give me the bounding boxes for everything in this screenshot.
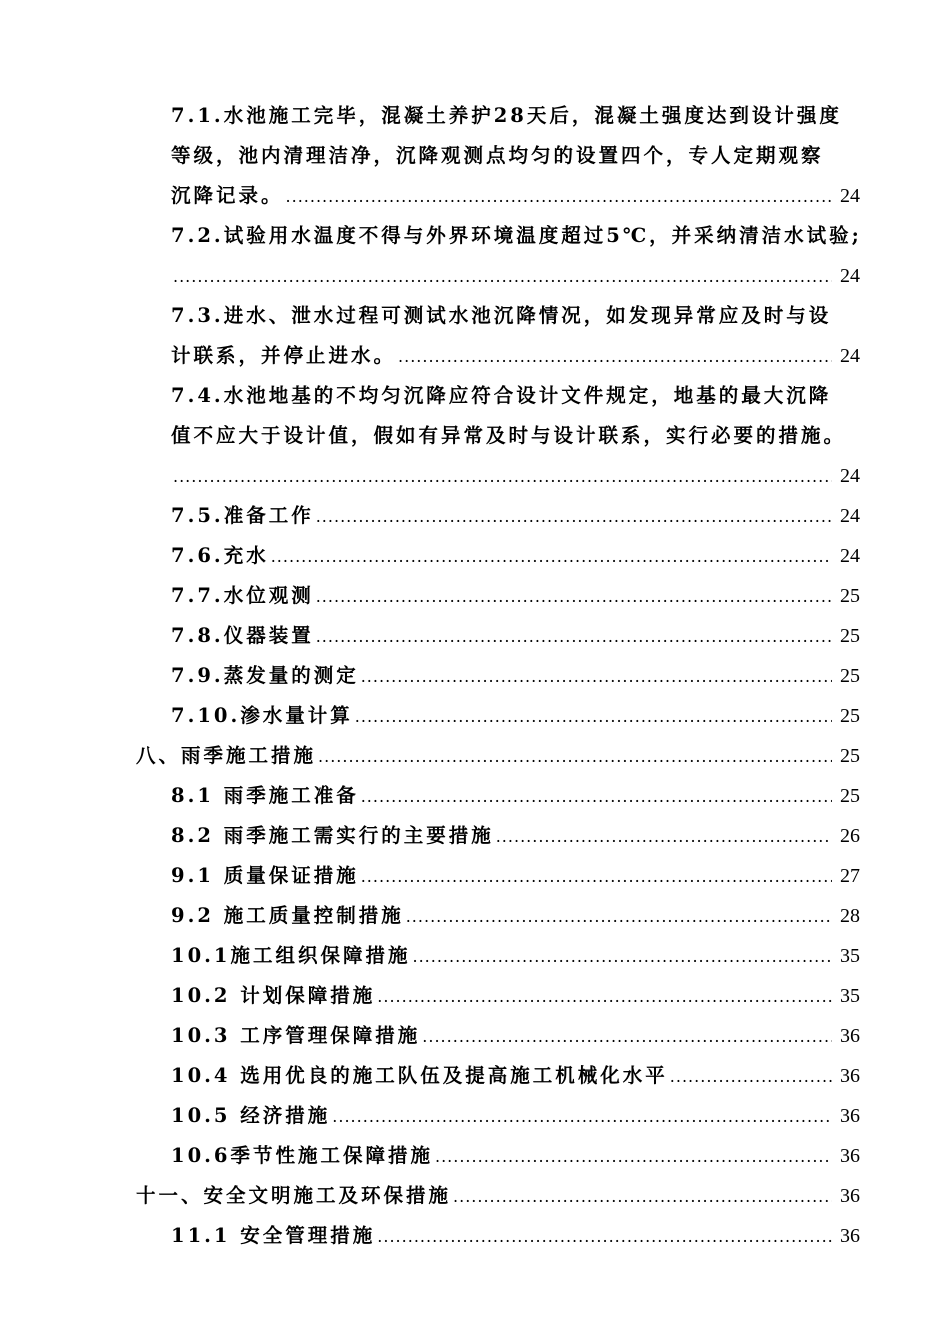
toc-entry[interactable] <box>0 856 950 896</box>
toc-entry[interactable] <box>0 1136 950 1176</box>
toc-entry-title: 7.7.水位观测 <box>171 584 314 607</box>
toc-entry-title: 7.10.渗水量计算 <box>171 704 353 727</box>
toc-page-number: 36 <box>840 1185 860 1207</box>
toc-entry[interactable] <box>0 736 950 776</box>
toc-entry-title: 11.1 安全管理措施 <box>171 1224 376 1247</box>
toc-leader-dots <box>316 577 832 617</box>
toc-entry-row <box>171 1136 950 1177</box>
toc-entry-title: 9.1 质量保证措施 <box>171 864 359 887</box>
toc-entry[interactable] <box>0 176 950 216</box>
toc-leader-dots <box>332 1097 832 1137</box>
toc-line <box>0 96 950 136</box>
toc-entry-title: 计联系，并停止进水。 <box>171 344 397 367</box>
toc-entry-row <box>171 456 950 497</box>
toc-entry[interactable] <box>0 456 950 496</box>
toc-leader-dots <box>398 337 832 377</box>
toc-leader-dots <box>377 1217 832 1257</box>
toc-entry-row <box>171 1216 950 1257</box>
toc-page-number: 24 <box>840 185 860 207</box>
toc-entry-row <box>171 656 950 697</box>
toc-leader-dots <box>361 657 832 697</box>
toc-leader-dots <box>355 697 832 737</box>
toc-entry-title: 10.4 选用优良的施工队伍及提高施工机械化水平 <box>171 1064 668 1087</box>
toc-entry[interactable] <box>0 536 950 576</box>
toc-entry[interactable] <box>0 976 950 1016</box>
toc-line <box>0 376 950 416</box>
toc-entry-title: 10.2 计划保障措施 <box>171 984 376 1007</box>
toc-leader-dots <box>413 937 833 977</box>
toc-leader-dots <box>406 897 832 937</box>
toc-entry[interactable] <box>0 576 950 616</box>
toc-entry-row <box>171 256 950 297</box>
toc-leader-dots <box>316 617 832 657</box>
toc-entry-row <box>171 1016 950 1057</box>
toc-entry-row <box>171 976 950 1017</box>
toc-page-number: 24 <box>840 505 860 527</box>
toc-entry[interactable] <box>0 1216 950 1256</box>
toc-page-number: 35 <box>840 945 860 967</box>
toc-entry[interactable] <box>0 1096 950 1136</box>
toc-page-number: 24 <box>840 265 860 287</box>
toc-page-number: 26 <box>840 825 860 847</box>
toc-line <box>0 416 950 456</box>
toc-entry-title: 沉降记录。 <box>171 184 284 207</box>
toc-entry-row <box>171 496 950 537</box>
toc-entry[interactable] <box>0 1016 950 1056</box>
toc-entry-title: 7.6.充水 <box>171 544 269 567</box>
toc-leader-dots <box>173 257 832 297</box>
toc-text: 7.3.进水、泄水过程可测试水池沉降情况，如发现异常应及时与设 <box>171 304 832 327</box>
toc-page-number: 24 <box>840 465 860 487</box>
toc-entry-title: 7.8.仪器装置 <box>171 624 314 647</box>
toc-entry[interactable] <box>0 936 950 976</box>
toc-leader-dots <box>271 537 832 577</box>
toc-entry[interactable] <box>0 496 950 536</box>
toc-entry-title: 八、雨季施工措施 <box>136 744 317 767</box>
toc-page-number: 28 <box>840 905 860 927</box>
toc-leader-dots <box>496 817 832 857</box>
toc-page-number: 25 <box>840 625 860 647</box>
toc-page-number: 36 <box>840 1225 860 1247</box>
toc-page-number: 36 <box>840 1025 860 1047</box>
toc-page-number: 25 <box>840 665 860 687</box>
toc-page-number: 24 <box>840 345 860 367</box>
toc-entry[interactable] <box>0 256 950 296</box>
toc-entry-row <box>171 936 950 977</box>
toc-entry[interactable] <box>0 336 950 376</box>
toc-page-number: 36 <box>840 1105 860 1127</box>
toc-entry[interactable] <box>0 616 950 656</box>
toc-entry-row <box>171 896 950 937</box>
toc-leader-dots <box>377 977 832 1017</box>
toc-entry[interactable] <box>0 696 950 736</box>
toc-entry-row <box>171 616 950 657</box>
toc-entry-row <box>171 176 950 217</box>
toc-line <box>0 296 950 336</box>
toc-line <box>0 216 950 256</box>
toc-page-number: 25 <box>840 705 860 727</box>
toc-leader-dots <box>361 857 832 897</box>
toc-entry-row <box>136 1176 950 1217</box>
toc-leader-dots <box>318 737 832 777</box>
toc-entry[interactable] <box>0 776 950 816</box>
toc-entry-title: 7.5.准备工作 <box>171 504 314 527</box>
toc-entry-row <box>171 1096 950 1137</box>
toc-entry-row <box>171 536 950 577</box>
toc-entry[interactable] <box>0 1056 950 1096</box>
toc-entry-title: 8.1 雨季施工准备 <box>171 784 359 807</box>
toc-page-number: 25 <box>840 785 860 807</box>
toc-leader-dots <box>453 1177 832 1217</box>
toc-text: 7.4.水池地基的不均匀沉降应符合设计文件规定，地基的最大沉降 <box>171 384 832 407</box>
toc-text: 7.1.水池施工完毕，混凝土养护28天后，混凝土强度达到设计强度 <box>171 104 842 127</box>
toc-text: 值不应大于设计值，假如有异常及时与设计联系，实行必要的措施。 <box>171 424 847 447</box>
toc-entry-title: 10.1施工组织保障措施 <box>171 944 411 967</box>
toc-entry-row <box>171 336 950 377</box>
toc-leader-dots <box>286 177 832 217</box>
toc-entry-row <box>171 576 950 617</box>
toc-leader-dots <box>173 457 832 497</box>
toc-entry-title: 8.2 雨季施工需实行的主要措施 <box>171 824 494 847</box>
toc-leader-dots <box>316 497 832 537</box>
toc-leader-dots <box>670 1057 832 1097</box>
toc-text: 等级，池内清理洁净，沉降观测点均匀的设置四个，专人定期观察 <box>171 144 824 167</box>
toc-entry-row <box>171 856 950 897</box>
toc-entry-row <box>136 736 950 777</box>
toc-page-number: 36 <box>840 1145 860 1167</box>
toc-leader-dots <box>361 777 832 817</box>
toc-text: 7.2.试验用水温度不得与外界环境温度超过5℃，并采纳清洁水试验; <box>171 224 862 247</box>
toc-page-number: 36 <box>840 1065 860 1087</box>
toc-entry-title: 10.5 经济措施 <box>171 1104 331 1127</box>
toc-entry[interactable] <box>0 1176 950 1216</box>
toc-entry-title: 7.9.蒸发量的测定 <box>171 664 359 687</box>
toc-page-number: 27 <box>840 865 860 887</box>
toc-page-number: 24 <box>840 545 860 567</box>
table-of-contents <box>0 96 950 1256</box>
toc-page-number: 35 <box>840 985 860 1007</box>
toc-entry-row <box>171 696 950 737</box>
toc-leader-dots <box>422 1017 832 1057</box>
toc-entry-title: 10.3 工序管理保障措施 <box>171 1024 421 1047</box>
toc-entry-title: 十一、安全文明施工及环保措施 <box>136 1184 452 1207</box>
toc-entry-row <box>171 816 950 857</box>
toc-page-number: 25 <box>840 585 860 607</box>
toc-leader-dots <box>435 1137 832 1177</box>
toc-entry-row <box>171 1056 950 1097</box>
toc-entry[interactable] <box>0 896 950 936</box>
toc-line <box>0 136 950 176</box>
toc-entry-row <box>171 776 950 817</box>
toc-entry-title: 9.2 施工质量控制措施 <box>171 904 404 927</box>
toc-entry[interactable] <box>0 816 950 856</box>
toc-entry[interactable] <box>0 656 950 696</box>
toc-page-number: 25 <box>840 745 860 767</box>
toc-entry-title: 10.6季节性施工保障措施 <box>171 1144 433 1167</box>
